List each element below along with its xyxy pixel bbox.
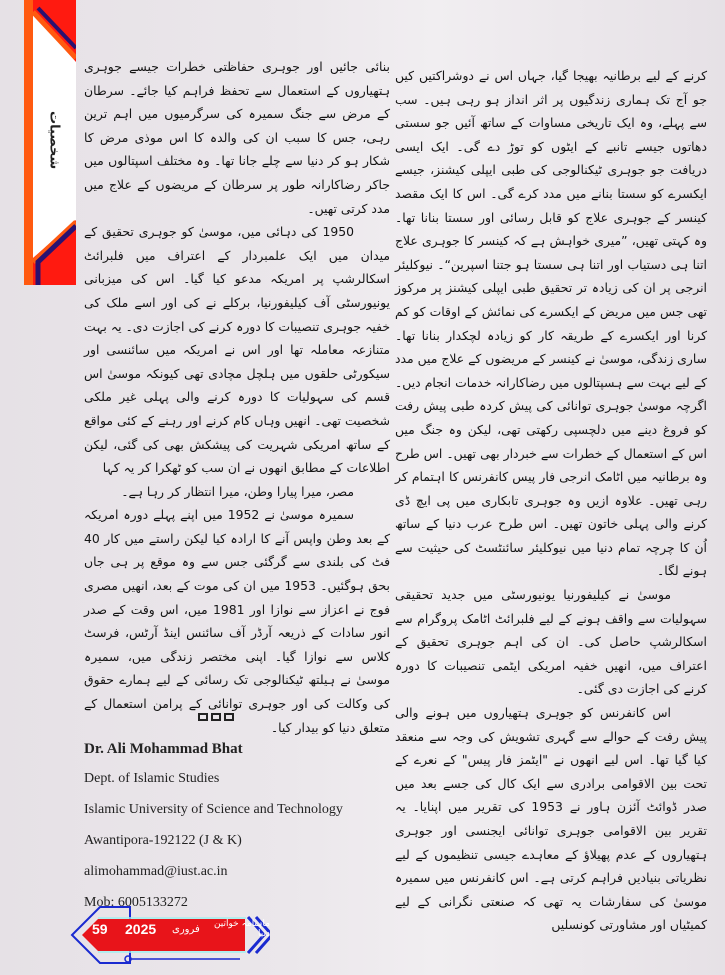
author-email[interactable]: alimohammad@iust.ac.in [84,864,228,879]
page-number: 59 [92,921,108,937]
left-column [84,55,390,739]
paragraph: کرنے کے لیے برطانیہ بھیجا گیا، جہاں اس نے دوشراکتیں کیں جو آج تک ہماری زندگیوں پر اثر انداز ہو رہی ہیں۔ سب سے پہلے، وہ ایک تاریخی مساوات کے ساتھ آئیں جو سستی دھاتوں جیسے تانبے کے ایٹوں کو توڑ دے گی۔ ایک ایسی دریافت جو جوہری ٹیکنالوجی کی طبی ایپلی کیشنز، جیسے ایکسرے کو سستا بنانے میں مدد کرے گی۔ اس کا ایک مقصد کینسر کے جوہری علاج کو قابل رسائی اور سستا بنانا تھا۔ وہ کہتی تھیں، ”میری خواہش ہے کہ کینسر کا جوہری علاج اتنا ہی دستیاب اور اتنا ہی سستا ہو جتنا اسپرین“۔ نیوکلیئر انرجی پر ان کی زیادہ تر تحقیق طبی ایپلی کیشنز پر مرکوز تھی جس میں مریض کے ایکسرے کی نمائش کے اوقات کو کم کرنا اور ایکسرے کے طریقہ کار کو زیادہ لچکدار بنانا تھا۔ ساری زندگی، موسیٰ نے کینسر کے مریضوں کے علاج میں مدد کے لیے بہت سے ہسپتالوں میں رضاکارانہ خدمات انجام دیں۔ اگرچہ موسیٰ جوہری توانائی کی پیش کردہ طبی پیش رفت کو فروغ دینے میں دلچسپی رکھتی تھی، لیکن وہ جنگ میں اس کے استعمال کے خطرات سے خبردار بھی تھیں۔ اس طرح وہ برطانیہ میں اٹامک انرجی فار پیس کانفرنس کا اہتمام کر رہی تھیں۔ علاوہ ازیں وہ جوہری تابکاری میں پی ایچ ڈی کرنے والی پہلی خاتون تھیں۔ اس طرح عرب دنیا کے ساتھ اُن کا چرچہ تمام دنیا میں نیوکلیئر سائنٹسٹ کی حیثیت سے ہونے لگا۔ [395,68,707,579]
issue-year: 2025 [125,921,157,937]
magazine-name: ماہنامہ خواتین دنیا [213,919,270,939]
author-university: Islamic University of Science and Technology [84,802,343,817]
issue-month: فروری [172,923,200,935]
end-ornament [198,713,234,721]
square-icon [211,713,221,721]
paragraph: اس کانفرنس کو جوہری ہتھیاروں میں ہونے والی پیش رفت کے حوالے سے گہری تشویش کی وجہ سے منعقد کیا گیا تھا۔ اس لیے انھوں نے "ایٹمز فار پیس" کے نعرے کے تحت بین الاقوامی برادری سے ایک کال کی جسے بعد میں صدر ڈوائٹ آئزن ہاور نے 1953 کی تقریر میں اپنایا۔ یہ تقریر بین الاقوامی جوہری توانائی ایجنسی اور جوہری ہتھیاروں کے عدم پھیلاؤ کے معاہدے جیسی تنظیموں کے لیے نظریاتی بنیادیں فراہم کرتی ہے۔ اس کانفرنس میں سمیرہ موسیٰ کی سفارشات یہ تھی کہ صنعتی نگرانی کے لیے کمیٹیاں اور مشاورتی کونسلیں [395,705,707,933]
author-name: Dr. Ali Mohammad Bhat [84,741,243,757]
section-label: شخصیات [46,110,62,170]
square-icon [198,713,208,721]
paragraph: سمیرہ موسیٰ نے 1952 میں اپنے پہلے دورہ امریکہ کے بعد وطن واپس آنے کا ارادہ کیا لیکن راستے میں کار 40 فٹ کی بلندی سے گرگئی جس سے وہ موقع پر ہی جاں بحق ہوگئیں۔ 1953 میں ان کی موت کے بعد، انھیں مصری فوج نے اعزاز سے نوازا اور 1981 میں، اس وقت کے صدر انور سادات کے ذریعہ آرڈر آف سائنس اینڈ آرٹس، فرسٹ کلاس سے نوازا گیا۔ اپنی مختصر زندگی میں، سمیرہ موسیٰ نے ہیلتھ ٹیکنالوجی تک رسائی کے لیے ہمارے حقوق کی وکالت کی اور جوہری توانائی کے پرامن استعمال کے متعلق دنیا کو بیدار کیا۔ [84,507,390,735]
section-tag [24,0,76,285]
author-address: Awantipora-192122 (J & K) [84,833,242,848]
page-footer [70,905,270,965]
right-column [395,64,707,937]
square-icon [224,713,234,721]
author-department: Dept. of Islamic Studies [84,771,220,786]
paragraph: 1950 کی دہائی میں، موسیٰ کو جوہری تحقیق کے میدان میں ایک علمبردار کے اعتراف میں فلبرائٹ اسکالرشپ پر امریکہ مدعو کیا گیا۔ اس کی میزبانی یونیورسٹی آف کیلیفورنیا، برکلے نے کی اور اسے ملک کی خفیہ جوہری تنصیبات کا دورہ کرنے کی اجازت دی۔ یہ بہت متنازعہ معاملہ تھا اور اس نے امریکہ میں سائنسی اور سیکورٹی حلقوں میں ہلچل مچادی تھی کیونکہ موسیٰ اس قسم کی سہولیات کا دورہ کرنے والی پہلی غیر ملکی شخصیت تھی۔ انھیں وہاں کام کرنے اور رہنے کے کئی مواقع کے ساتھ امریکی شہریت کی پیشکش بھی کی گئی، لیکن اطلاعات کے مطابق انھوں نے ان سب کو ٹھکرا کر یہ کہا [84,224,390,476]
quote: مصر، میرا پیارا وطن، میرا انتظار کر رہا ہے۔ [121,483,354,499]
paragraph: بنائی جائیں اور جوہری حفاظتی خطرات جیسے جوہری ہتھیاروں کے استعمال سے تحفظ فراہم کیا جائے۔ سرطان کے مرض سے جنگ سمیرہ کی سرگرمیوں میں اہم ترین رہی، جس کا سبب ان کی والدہ کا اس موذی مرض کا شکار ہو کر دنیا سے چلے جانا تھا۔ وہ مختلف اسپتالوں میں جاکر رضاکارانہ طور پر سرطان کے مریضوں کے علاج میں مدد کرتی تھیں۔ [84,59,390,216]
author-block [84,735,343,918]
author-phone: Mob: 6005133272 [84,895,188,910]
paragraph: موسیٰ نے کیلیفورنیا یونیورسٹی میں جدید تحقیقی سہولیات سے واقف ہونے کے لیے فلبرائٹ اٹامک پروگرام سے اسکالرشپ حاصل کی۔ ان کی اہم جوہری تحقیق کے اعتراف میں، انھیں خفیہ امریکی ایٹمی تنصیبات کا دورہ کرنے کی اجازت دی گئی۔ [395,587,707,697]
